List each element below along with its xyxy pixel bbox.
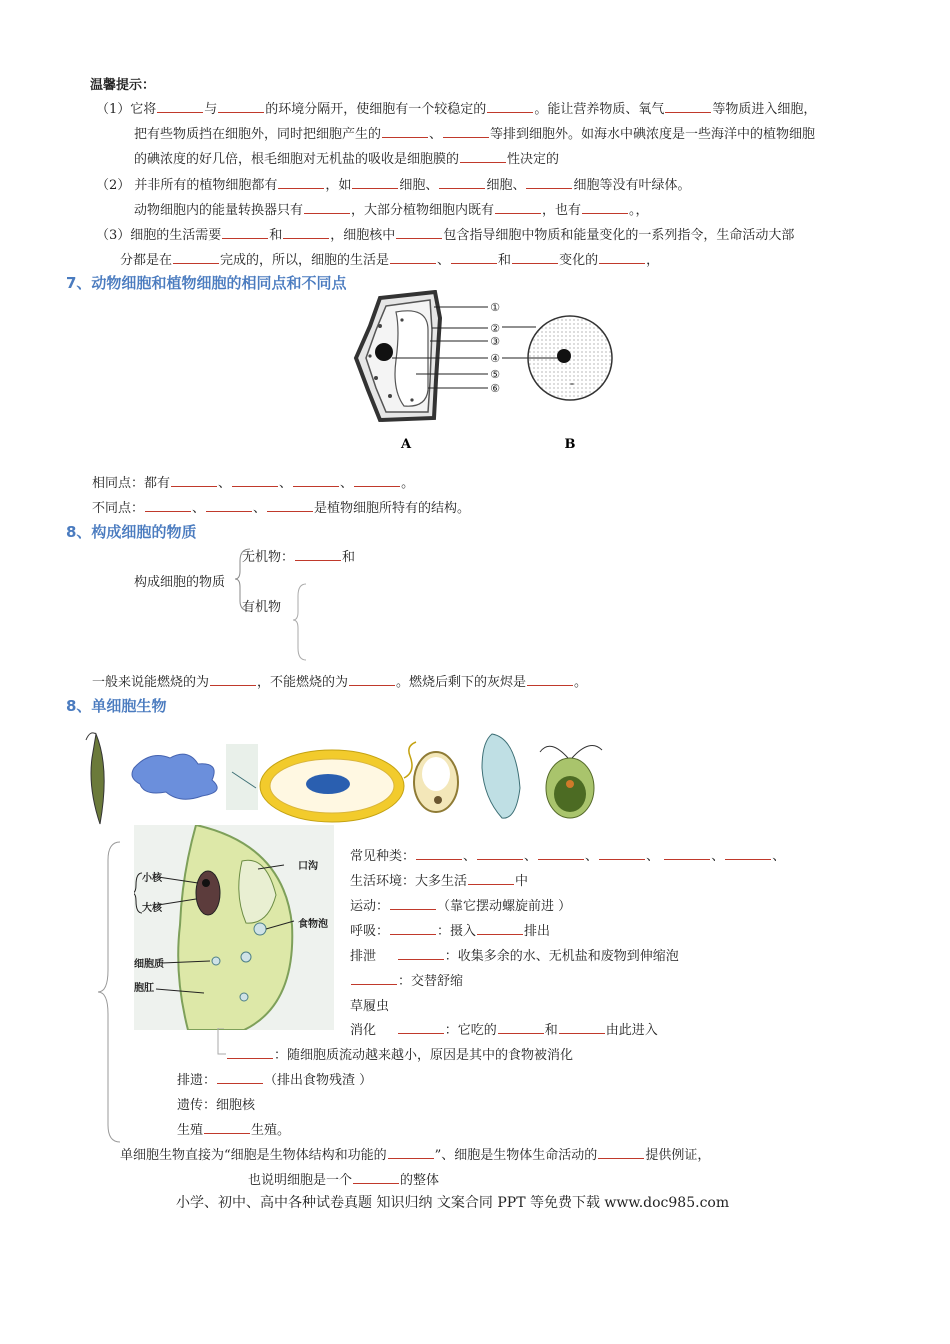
blank[interactable] [349,673,395,686]
blank[interactable] [416,847,462,860]
blank[interactable] [598,1146,644,1159]
summary-line-1: 单细胞生物直接为“细胞是生物体结构和功能的 ”、细胞是生物体生命活动的 提供例证， [120,1148,711,1163]
inorganic-line: 无机物： 和 [242,550,356,565]
same-points: 相同点：都有 、 、 、 。 [92,476,415,491]
blank[interactable] [495,201,541,214]
foodvac-line: ：随细胞质流动越来越小，原因是其中的食物被消化 [226,1044,573,1063]
tips-line-7: 分都是在 完成的，所以，细胞的生活是 、 和 变化的 ， [120,253,660,268]
move-line: 运动： （靠它摆动螺旋前进 ） [350,899,572,914]
diagram-label: 口沟 [298,861,318,872]
tips-line-6: （3）细胞的生活需要 和 ，细胞核中 包含指导细胞中物质和能量变化的一系列指令，生命活动大部 [96,228,795,243]
label-3: ③ [490,335,500,348]
types-line: 常见种类： 、 、 、 、 、 、 [350,849,786,864]
organism-partial-icon [226,744,260,810]
plant-cell-a [356,292,440,420]
plant-animal-cell-diagram [340,290,620,455]
blank[interactable] [227,1046,273,1059]
tips-title: 温馨提示： [90,78,156,93]
brace-icon [94,840,124,1145]
blank[interactable] [538,847,584,860]
euglena-icon [86,733,104,824]
diagram-label: 细胞质 [134,959,164,970]
blank[interactable] [725,847,771,860]
diagram-label: 食物泡 [298,919,328,930]
blank[interactable] [352,176,398,189]
organism-name: 草履虫 [350,999,390,1014]
blank[interactable] [665,100,711,113]
excrete-line-2: ：交替舒缩 [350,970,463,989]
blank[interactable] [210,673,256,686]
blank[interactable] [283,226,329,239]
matter-root: 构成细胞的物质 [134,575,226,590]
blank[interactable] [157,100,203,113]
blank[interactable] [351,972,397,985]
blank[interactable] [204,1121,250,1134]
blank[interactable] [582,201,628,214]
caption-a: A [400,437,412,452]
label-1: ① [490,301,500,314]
egest-line: 排遗： （排出食物残渣 ） [177,1073,373,1088]
blank[interactable] [451,251,497,264]
blank[interactable] [498,1021,544,1034]
blank[interactable] [382,125,428,138]
blank[interactable] [443,125,489,138]
blank[interactable] [398,947,444,960]
animal-cell-b [528,316,612,400]
blank[interactable] [206,499,252,512]
section-heading-7: 7、动物细胞和植物细胞的相同点和不同点 [66,274,347,292]
blank[interactable] [390,251,436,264]
chlamydomonas-icon [540,746,602,819]
excrete-line-1: 排泄 ：收集多余的水、无机盐和废物到伸缩泡 [350,949,679,964]
env-line: 生活环境：大多生活 中 [350,874,529,889]
blank[interactable] [388,1146,434,1159]
label-4: ④ [490,352,500,365]
blank[interactable] [487,100,533,113]
blank[interactable] [527,673,573,686]
organic-label: 有机物 [242,600,282,615]
burn-line: 一般来说能燃烧的为 ，不能燃烧的为 。燃烧后剩下的灰烬是 。 [92,675,588,690]
blank[interactable] [173,251,219,264]
blank[interactable] [439,176,485,189]
digest-line: 消化 ：它吃的 和 由此进入 [350,1023,658,1038]
diagram-label: 小核 [142,873,162,884]
paramecium-icon [482,734,520,818]
blank[interactable] [512,251,558,264]
blank[interactable] [599,251,645,264]
blank[interactable] [468,872,514,885]
single-cell-organisms-row [70,728,630,828]
blank[interactable] [278,176,324,189]
blank[interactable] [398,1021,444,1034]
blank[interactable] [390,922,436,935]
diagram-label: 大核 [142,903,162,914]
blank[interactable] [390,897,436,910]
tips-line-4: （2） 并非所有的植物细胞都有 ，如 细胞、 细胞、 细胞等没有叶绿体。 [96,178,691,193]
heredity-line: 遗传：细胞核 [177,1098,256,1113]
amoeba-icon [132,754,217,799]
blank[interactable] [218,100,264,113]
blank[interactable] [664,847,710,860]
summary-line-2: 也说明细胞是一个 的整体 [248,1173,440,1188]
breath-line: 呼吸： ：摄入 排出 [350,924,551,939]
blank[interactable] [293,474,339,487]
label-2: ② [490,322,500,335]
tips-line-1: （1）它将 与 的环境分隔开，使细胞有一个较稳定的 。能让营养物质、氧气 等物质进入细胞， [96,102,817,117]
yeast-icon [414,752,458,812]
bacterium-icon [258,742,416,828]
section-heading-8a: 8、构成细胞的物质 [66,523,197,541]
blank[interactable] [396,226,442,239]
blank[interactable] [559,1021,605,1034]
repro-line: 生殖 生殖。 [177,1123,291,1138]
brace-icon [292,582,308,662]
tips-line-2: 把有些物质挡在细胞外，同时把细胞产生的 、 等排到细胞外。如海水中碘浓度是一些海洋中的植物细胞 [134,127,816,142]
paramecium-diagram [134,825,334,1030]
blank[interactable] [526,176,572,189]
caption-b: B [564,437,576,452]
blank[interactable] [171,474,217,487]
diagram-label: 胞肛 [134,983,154,994]
tips-line-5: 动物细胞内的能量转换器只有 ，大部分植物细胞内既有 ，也有 。， [134,203,649,218]
blank[interactable] [477,922,523,935]
blank[interactable] [460,150,506,163]
label-6: ⑥ [490,382,500,395]
diff-points: 不同点： 、 、 是植物细胞所特有的结构。 [92,501,471,516]
blank[interactable] [222,226,268,239]
blank[interactable] [232,474,278,487]
blank[interactable] [267,499,313,512]
tips-line-3: 的碘浓度的好几倍，根毛细胞对无机盐的吸收是细胞膜的 性决定的 [134,152,560,167]
blank[interactable] [354,474,400,487]
blank[interactable] [304,201,350,214]
blank[interactable] [145,499,191,512]
blank[interactable] [477,847,523,860]
label-5: ⑤ [490,368,500,381]
footer: 小学、初中、高中各种试卷真题 知识归纳 文案合同 PPT 等免费下载 www.doc985.com [176,1195,730,1211]
blank[interactable] [217,1071,263,1084]
blank[interactable] [599,847,645,860]
section-heading-8b: 8、单细胞生物 [66,697,167,715]
blank[interactable] [353,1171,399,1184]
blank[interactable] [295,548,341,561]
